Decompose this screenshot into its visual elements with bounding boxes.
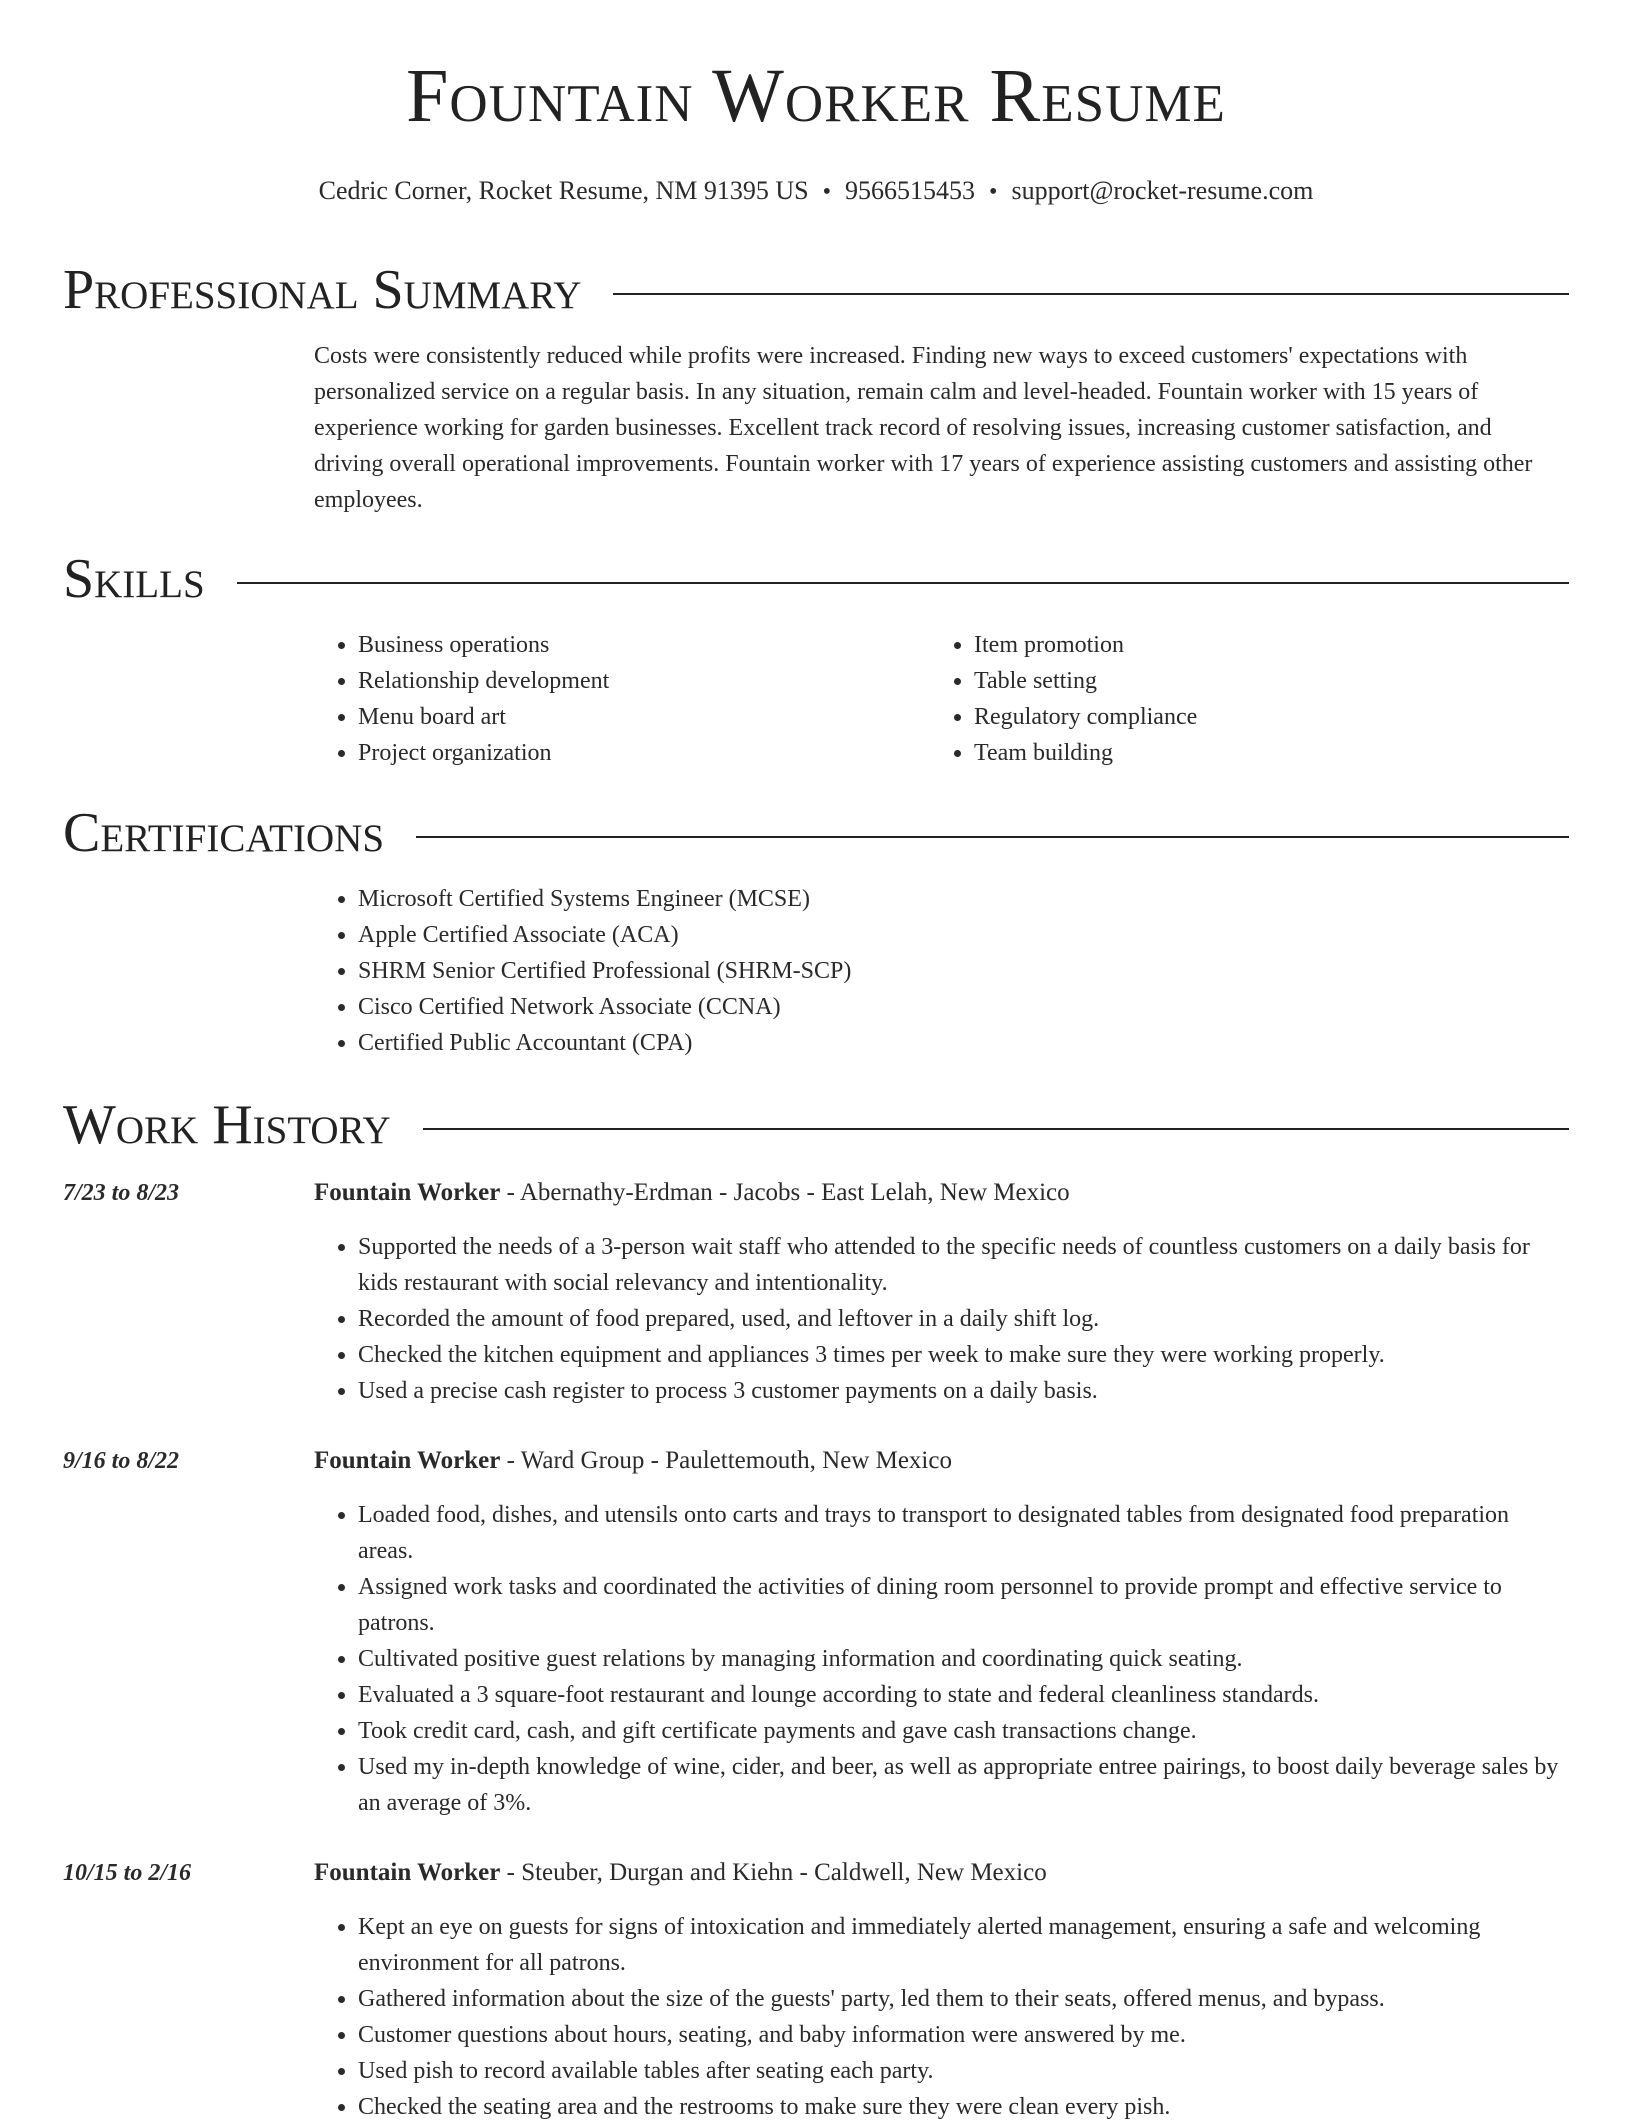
job-duty-item: • Customer questions about hours, seating, and baby information were answered by me. [358, 2017, 1564, 2053]
section-header-certifications [63, 802, 1569, 864]
job-role: Fountain Worker [314, 1179, 501, 1206]
job-duty-item: • Used pish to record available tables after seating each party. [358, 2053, 1564, 2089]
contact-separator: • [822, 179, 832, 205]
certification-item: • Apple Certified Associate (ACA) [358, 917, 1514, 953]
certification-item: • Microsoft Certified Systems Engineer (MCSE) [358, 881, 1514, 917]
contact-phone: 9566515453 [845, 176, 976, 205]
section-title-certifications: Certifications [63, 802, 385, 864]
skill-item: • Table setting [974, 663, 1490, 699]
job-duties-list [314, 1229, 1564, 1409]
contact-email: support@rocket-resume.com [1011, 176, 1314, 205]
job-heading [314, 1175, 1070, 1211]
section-divider [237, 582, 1569, 584]
job-duty-item: • Used my in-depth knowledge of wine, cider, and beer, as well as appropriate entree pairings, to boost daily beverage sales by an average of 3%. [358, 1749, 1564, 1821]
certifications-list [314, 881, 1514, 1061]
skill-item: • Team building [974, 735, 1490, 771]
job-duty-item: • Loaded food, dishes, and utensils onto carts and trays to transport to designated tables from designated food preparation areas. [358, 1497, 1564, 1569]
job-dates: 10/15 to 2/16 [63, 1860, 192, 1886]
section-divider [613, 293, 1569, 295]
section-title-summary: Professional Summary [63, 259, 582, 321]
skill-item: • Item promotion [974, 627, 1490, 663]
job-employer: - Abernathy-Erdman - Jacobs - East Lelah, New Mexico [500, 1179, 1070, 1206]
job-duty-item: • Recorded the amount of food prepared, used, and leftover in a daily shift log. [358, 1301, 1564, 1337]
skills-list-left [314, 627, 874, 771]
contact-address: Cedric Corner, Rocket Resume, NM 91395 US [318, 176, 809, 205]
summary-text: Costs were consistently reduced while profits were increased. Finding new ways to exceed customers' expectations with personalized service on a regular basis. In any situation, remain calm and level-headed. Fountain worker with 15 years of experience working for garden businesses. Excellent track record of resolving issues, increasing customer satisfaction, and driving overall operational improvements. Fountain worker with 17 years of experience assisting customers and assisting other employees. [314, 343, 1533, 513]
job-duties-list [314, 1909, 1564, 2125]
certifications-block [314, 881, 1514, 1061]
job-role: Fountain Worker [314, 1859, 501, 1886]
skill-item: • Relationship development [358, 663, 874, 699]
section-divider [416, 836, 1569, 838]
section-header-summary [63, 259, 1569, 321]
job-dates: 9/16 to 8/22 [63, 1448, 180, 1474]
section-title-skills: Skills [63, 548, 205, 610]
job-duty-item: • Took credit card, cash, and gift certificate payments and gave cash transactions change. [358, 1713, 1564, 1749]
skills-column-right [930, 627, 1490, 771]
resume-title: Fountain Worker Resume [406, 54, 1226, 138]
job-duty-item: • Checked the seating area and the restrooms to make sure they were clean every pish. [358, 2089, 1564, 2125]
job-duty-item: • Assigned work tasks and coordinated the activities of dining room personnel to provide prompt and effective service to patrons. [358, 1569, 1564, 1641]
job-heading [314, 1443, 952, 1479]
section-divider [423, 1128, 1569, 1130]
job-employer: - Ward Group - Paulettemouth, New Mexico [500, 1447, 952, 1474]
job-duties-list [314, 1497, 1564, 1821]
contact-separator: • [989, 179, 998, 205]
section-header-work-history [63, 1094, 1569, 1156]
job-employer: - Steuber, Durgan and Kiehn - Caldwell, New Mexico [500, 1859, 1047, 1886]
contact-line [0, 176, 1632, 206]
job-duty-item: • Gathered information about the size of the guests' party, led them to their seats, offered menus, and bypass. [358, 1981, 1564, 2017]
skills-column-left [314, 627, 874, 771]
skills-list-right [930, 627, 1490, 771]
job-duty-item: • Cultivated positive guest relations by managing information and coordinating quick seating. [358, 1641, 1564, 1677]
section-title-work-history: Work History [63, 1094, 391, 1156]
job-duty-item: • Evaluated a 3 square-foot restaurant and lounge according to state and federal cleanliness standards. [358, 1677, 1564, 1713]
certification-item: • Certified Public Accountant (CPA) [358, 1025, 1514, 1061]
job-duty-item: • Kept an eye on guests for signs of intoxication and immediately alerted management, ensuring a safe and welcoming environment for all patrons. [358, 1909, 1564, 1981]
section-header-skills [63, 548, 1569, 610]
skill-item: • Regulatory compliance [974, 699, 1490, 735]
skill-item: • Menu board art [358, 699, 874, 735]
skill-item: • Business operations [358, 627, 874, 663]
skill-item: • Project organization [358, 735, 874, 771]
job-role: Fountain Worker [314, 1447, 501, 1474]
certification-item: • Cisco Certified Network Associate (CCNA) [358, 989, 1514, 1025]
job-dates: 7/23 to 8/23 [63, 1180, 180, 1206]
job-duty-item: • Checked the kitchen equipment and appliances 3 times per week to make sure they were working properly. [358, 1337, 1564, 1373]
job-duty-item: • Used a precise cash register to process 3 customer payments on a daily basis. [358, 1373, 1564, 1409]
certification-item: • SHRM Senior Certified Professional (SHRM-SCP) [358, 953, 1514, 989]
job-duty-item: • Supported the needs of a 3-person wait staff who attended to the specific needs of countless customers on a daily basis for kids restaurant with social relevancy and intentionality. [358, 1229, 1564, 1301]
job-heading [314, 1855, 1047, 1891]
